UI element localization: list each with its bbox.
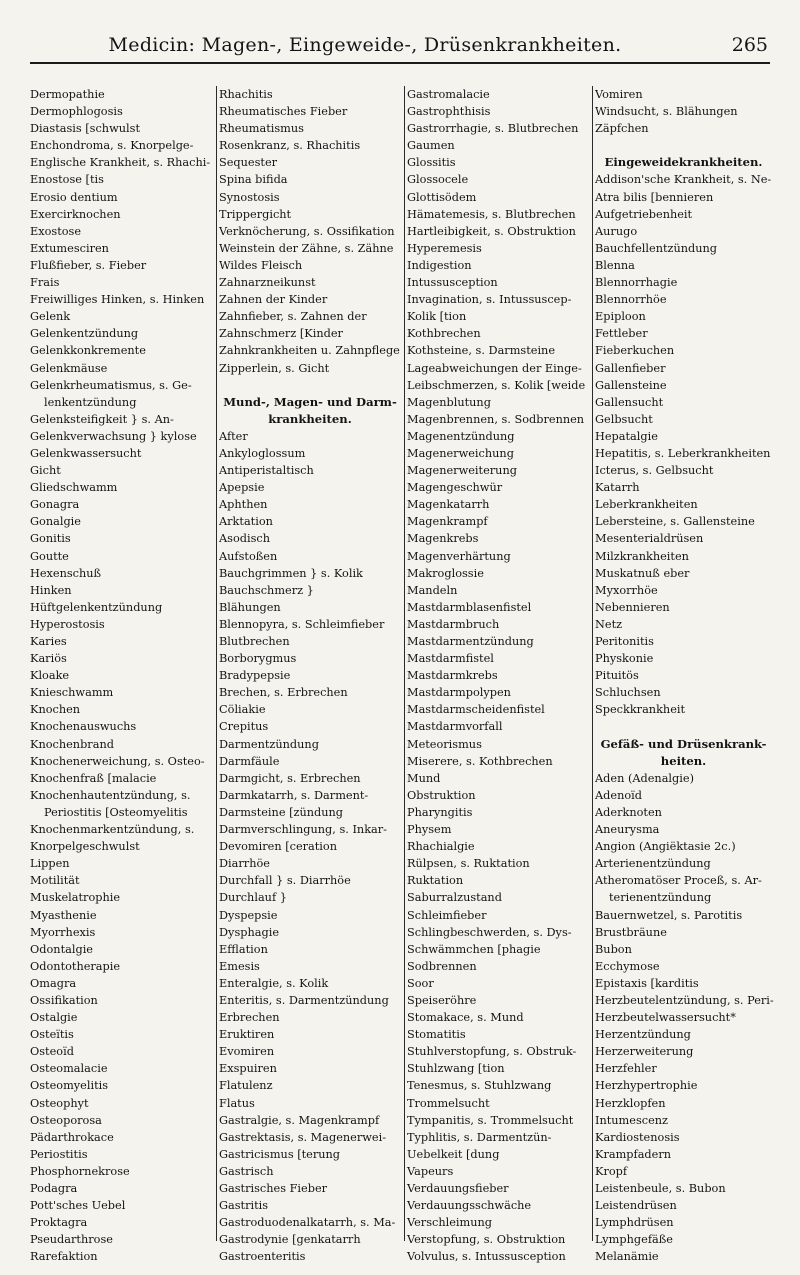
entry: Erbrechen	[219, 1011, 280, 1025]
entry: Osteomalacie	[30, 1062, 108, 1076]
entry: Gastricismus [terung	[219, 1147, 341, 1161]
entry: Magengeschwür	[407, 481, 503, 495]
column-divider	[216, 86, 217, 1241]
entry: Wildes Fleisch	[219, 258, 303, 272]
entry: Rhachitis	[219, 88, 273, 101]
entry: Knochenfraß [malacie	[30, 771, 157, 785]
entry: Spina bifida	[219, 173, 288, 187]
entry: Makroglossie	[407, 566, 484, 580]
entry: Indigestion	[407, 258, 472, 272]
entry: Antiperistaltisch	[219, 464, 314, 478]
entry: Gaumen	[407, 139, 455, 153]
entry: Aphthen	[219, 498, 268, 512]
page-number: 265	[731, 34, 768, 56]
entry: Myxorrhöe	[595, 583, 658, 597]
entry: Netz	[595, 617, 623, 631]
entry: Lymphgefäße	[595, 1233, 673, 1247]
entry: Emesis	[219, 959, 260, 973]
entry: Enteritis, s. Darmentzündung	[219, 993, 389, 1007]
entry: Gastrisch	[219, 1164, 274, 1178]
entry: Vomiren	[595, 88, 643, 101]
entry: Ecchymose	[595, 959, 660, 973]
entry: Verschleimung	[407, 1216, 493, 1230]
entry: Flatus	[219, 1096, 255, 1110]
entry: Angion (Angiëktasie 2c.)	[595, 840, 736, 854]
blank-line	[595, 137, 772, 154]
entry: Darmgicht, s. Erbrechen	[219, 771, 361, 785]
entry: Herzklopfen	[595, 1096, 666, 1110]
entry: Rheumatismus	[219, 122, 304, 136]
entry: Brechen, s. Erbrechen	[219, 686, 348, 700]
entry: Magenerweiterung	[407, 464, 517, 478]
entry: Podagra	[30, 1182, 78, 1195]
entry: Stomakace, s. Mund	[407, 1011, 524, 1025]
column-2	[219, 86, 401, 1264]
entry: Leistendrüsen	[595, 1199, 677, 1213]
entry: Osteoïd	[30, 1045, 74, 1059]
entry: Freiwilliges Hinken, s. Hinken	[30, 293, 205, 307]
entry: Tympanitis, s. Trommelsucht	[407, 1113, 574, 1127]
entry: Glossocele	[407, 173, 469, 187]
entry: Aneurysma	[595, 823, 660, 837]
entry: Erosio dentium	[30, 190, 118, 204]
entry: Eruktiren	[219, 1028, 275, 1042]
entry: Hepatalgie	[595, 429, 658, 443]
entry: Gelenkmäuse	[30, 361, 108, 375]
entry: Magenkrebs	[407, 532, 479, 546]
entry: Magenblutung	[407, 395, 491, 409]
entry: Herzbeutelentzündung, s. Peri-	[595, 993, 774, 1007]
entry: Exercirknochen	[30, 207, 121, 221]
entry: Durchfall } s. Diarrhöe	[219, 874, 351, 888]
entry: Fieberkuchen	[595, 344, 675, 358]
entry: Aderknoten	[595, 805, 662, 819]
entry: Pott'sches Uebel	[30, 1199, 126, 1213]
entry: Mesenterialdrüsen	[595, 532, 704, 546]
entry: Nebennieren	[595, 600, 670, 614]
entry-continuation: Periostitis [Osteomyelitis	[44, 805, 188, 819]
section-heading: Eingeweidekrankheiten.	[604, 155, 763, 170]
entry: Borborygmus	[219, 652, 297, 666]
entry: Sodbrennen	[407, 959, 477, 973]
entry: Milzkrankheiten	[595, 549, 689, 563]
entry: Katarrh	[595, 481, 640, 495]
entry: Pharyngitis	[407, 805, 473, 819]
entry: Intumescenz	[595, 1113, 668, 1127]
entry: Dyspepsie	[219, 908, 278, 922]
entry: Darmfäule	[219, 754, 280, 768]
entry: Trippergicht	[219, 207, 292, 221]
entry: Bradypepsie	[219, 669, 291, 683]
entry: Crepitus	[219, 720, 269, 734]
entry: Pituitös	[595, 669, 639, 683]
entry: Dermopathie	[30, 88, 105, 101]
entry: Kothbrechen	[407, 327, 481, 341]
entry: Bauchschmerz }	[219, 583, 314, 597]
entry: Gastrophthisis	[407, 105, 491, 119]
entry: Zahnen der Kinder	[219, 293, 328, 307]
entry: Gelenkrheumatismus, s. Ge-	[30, 378, 192, 392]
entry: Darmentzündung	[219, 737, 319, 751]
entry: Epiploon	[595, 310, 646, 324]
entry: Gallensucht	[595, 395, 664, 409]
entry: Myorrhexis	[30, 925, 96, 939]
entry: Zahnfieber, s. Zahnen der	[219, 310, 367, 324]
entry: Ossifikation	[30, 993, 98, 1007]
entry: Aden (Adenalgie)	[595, 771, 694, 785]
entry: Weinstein der Zähne, s. Zähne	[219, 241, 394, 255]
entry: Sequester	[219, 156, 278, 170]
entry: Diarrhöe	[219, 857, 270, 871]
entry: Arktation	[219, 515, 273, 529]
entry: Glottisödem	[407, 190, 477, 204]
entry-continuation: lenkentzündung	[44, 395, 137, 409]
entry: Aufgetriebenheit	[595, 207, 693, 221]
entry: Bubon	[595, 942, 632, 956]
entry: Dermophlogosis	[30, 105, 123, 119]
entry: Darmkatarrh, s. Darment-	[219, 788, 369, 802]
entry: Hinken	[30, 583, 72, 597]
entry: Exspuiren	[219, 1062, 277, 1076]
entry: Arterienentzündung	[595, 857, 711, 871]
entry: Gelenksteifigkeit } s. An-	[30, 412, 174, 426]
entry: Zahnkrankheiten u. Zahnpflege	[219, 344, 400, 358]
entry: Motilität	[30, 874, 80, 888]
entry: Mastdarmscheidenfistel	[407, 703, 545, 717]
entry: Gliedschwamm	[30, 481, 118, 495]
entry: Krampfadern	[595, 1147, 672, 1161]
entry: Fettleber	[595, 327, 648, 341]
entry: Mastdarmbruch	[407, 617, 500, 631]
entry: Leberkrankheiten	[595, 498, 698, 512]
entry: Gastrodynie [genkatarrh	[219, 1233, 361, 1247]
entry: Magenkatarrh	[407, 498, 490, 512]
entry: Herzhypertrophie	[595, 1079, 698, 1093]
entry: Rhachialgie	[407, 840, 475, 854]
entry: Leibschmerzen, s. Kolik [weide	[407, 378, 586, 392]
entry: Uebelkeit [dung	[407, 1147, 500, 1161]
entry: Magenbrennen, s. Sodbrennen	[407, 412, 585, 426]
entry: Hexenschuß	[30, 566, 102, 580]
entry: Addison'sche Krankheit, s. Ne-	[595, 173, 772, 187]
entry: Exostose	[30, 224, 82, 238]
entry: Ankyloglossum	[219, 446, 306, 460]
entry: Hämatemesis, s. Blutbrechen	[407, 207, 576, 221]
section-heading: heiten.	[660, 753, 707, 768]
entry: Osteophyt	[30, 1096, 89, 1110]
entry: Blennorrhöe	[595, 293, 667, 307]
entry: Physkonie	[595, 652, 654, 666]
entry: Atra bilis [bennieren	[595, 190, 714, 204]
entry: Schleimfieber	[407, 908, 487, 922]
entry: Bauchgrimmen } s. Kolik	[219, 566, 363, 580]
entry: Darmverschlingung, s. Inkar-	[219, 823, 387, 837]
entry: Muskatnuß eber	[595, 566, 690, 580]
page-title: Medicin: Magen-, Eingeweide-, Drüsenkrankheiten.	[108, 34, 622, 56]
entry: Phosphornekrose	[30, 1164, 130, 1178]
entry-columns	[30, 86, 774, 1264]
entry: Gicht	[30, 464, 61, 478]
entry: Adenoïd	[595, 788, 642, 802]
entry: Kolik [tion	[407, 310, 467, 324]
entry: Zäpfchen	[595, 122, 649, 136]
entry: Gonagra	[30, 498, 80, 512]
entry: Knieschwamm	[30, 686, 114, 700]
entry: Glossitis	[407, 156, 456, 170]
entry: Lymphdrüsen	[595, 1216, 674, 1230]
entry: Flußfieber, s. Fieber	[30, 258, 147, 272]
entry: Gelenk	[30, 310, 71, 324]
entry: Evomiren	[219, 1045, 275, 1059]
entry: Stomatitis	[407, 1028, 466, 1042]
entry: Osteoporosa	[30, 1113, 102, 1127]
entry: Herzbeutelwassersucht*	[595, 1011, 736, 1025]
entry: Melanämie	[595, 1250, 659, 1264]
entry: Karies	[30, 635, 67, 648]
section-heading: Gefäß- und Drüsenkrank-	[600, 736, 767, 751]
entry: Diastasis [schwulst	[30, 122, 140, 136]
entry: Blutbrechen	[219, 635, 290, 648]
entry: Gastroenteritis	[219, 1250, 306, 1264]
entry: Bauernwetzel, s. Parotitis	[595, 908, 743, 922]
entry: Mastdarmkrebs	[407, 669, 498, 683]
entry: Kardiostenosis	[595, 1130, 680, 1144]
entry: Proktagra	[30, 1216, 88, 1230]
entry: Magenentzündung	[407, 429, 515, 443]
entry: Efflation	[219, 942, 268, 956]
entry: Enteralgie, s. Kolik	[219, 976, 329, 990]
entry: Osteïtis	[30, 1028, 74, 1042]
entry: Kothsteine, s. Darmsteine	[407, 344, 556, 358]
entry: Blenna	[595, 258, 635, 272]
entry: Herzfehler	[595, 1062, 657, 1076]
entry: Apepsie	[219, 481, 265, 495]
entry: Stuhlverstopfung, s. Obstruk-	[407, 1045, 577, 1059]
entry: Gelenkkonkremente	[30, 344, 146, 358]
entry: Gastrorrhagie, s. Blutbrechen	[407, 122, 579, 136]
entry: Kloake	[30, 669, 70, 683]
entry: Blähungen	[219, 600, 281, 614]
entry: Schlingbeschwerden, s. Dys-	[407, 925, 572, 939]
entry: Lippen	[30, 857, 70, 871]
entry: Verknöcherung, s. Ossifikation	[219, 224, 395, 238]
entry: Typhlitis, s. Darmentzün-	[407, 1130, 552, 1144]
entry: Herzentzündung	[595, 1028, 691, 1042]
entry: Hüftgelenkentzündung	[30, 600, 163, 614]
entry: Enchondroma, s. Knorpelge-	[30, 139, 194, 153]
entry: Vapeurs	[407, 1164, 454, 1178]
entry: Hartleibigkeit, s. Obstruktion	[407, 224, 576, 238]
entry: Enostose [tis	[30, 173, 104, 187]
entry: Volvulus, s. Intussusception	[407, 1250, 566, 1264]
entry: Verdauungsschwäche	[407, 1199, 532, 1213]
entry: Darmsteine [zündung	[219, 805, 344, 819]
entry: Asodisch	[219, 532, 271, 546]
entry: Odontalgie	[30, 942, 93, 956]
entry: Lebersteine, s. Gallensteine	[595, 515, 755, 529]
entry: After	[219, 429, 248, 443]
column-divider	[404, 86, 405, 1241]
entry: Flatulenz	[219, 1079, 273, 1093]
entry: Hyperemesis	[407, 241, 482, 255]
entry: Gelenkverwachsung } kylose	[30, 429, 197, 443]
entry: Gelenkwassersucht	[30, 446, 142, 460]
entry: Extumesciren	[30, 241, 109, 255]
entry: Gelenkentzündung	[30, 327, 139, 341]
entry: Cöliakie	[219, 703, 266, 717]
entry: Pseudarthrose	[30, 1233, 113, 1247]
entry: Aufstoßen	[219, 549, 278, 563]
entry: Omagra	[30, 976, 77, 990]
column-1	[30, 86, 213, 1264]
entry: Magenkrampf	[407, 515, 488, 529]
entry: Knochenhautentzündung, s.	[30, 788, 191, 802]
entry: Goutte	[30, 549, 69, 563]
entry: Hyperostosis	[30, 617, 105, 631]
entry: Gastritis	[219, 1199, 269, 1213]
entry: Tenesmus, s. Stuhlzwang	[407, 1079, 552, 1093]
entry: Myasthenie	[30, 908, 97, 922]
entry: Mandeln	[407, 583, 458, 597]
entry: Stuhlzwang [tion	[407, 1062, 505, 1076]
entry: Durchlauf }	[219, 891, 287, 905]
entry: Trommelsucht	[407, 1096, 490, 1110]
entry: Knochenerweichung, s. Osteo-	[30, 754, 205, 768]
section-heading: krankheiten.	[268, 411, 352, 426]
entry: Brustbräune	[595, 925, 667, 939]
entry: Miserere, s. Kothbrechen	[407, 754, 553, 768]
entry: Gonitis	[30, 532, 71, 546]
entry: Soor	[407, 976, 434, 990]
entry: Knochenauswuchs	[30, 720, 137, 734]
entry: Schwämmchen [phagie	[407, 942, 541, 956]
entry: Ostalgie	[30, 1011, 78, 1025]
section-heading: Mund-, Magen- und Darm-	[223, 394, 397, 409]
entry: Bauchfellentzündung	[595, 241, 718, 255]
entry: Rheumatisches Fieber	[219, 105, 348, 119]
entry: Mastdarmblasenfistel	[407, 600, 532, 614]
entry: Verstopfung, s. Obstruktion	[407, 1233, 566, 1247]
entry: Mastdarmpolypen	[407, 686, 511, 700]
entry: Knochenbrand	[30, 737, 114, 751]
entry: Gastrektasis, s. Magenerwei-	[219, 1130, 387, 1144]
entry: Devomiren [ceration	[219, 840, 337, 854]
entry: Mastdarmvorfall	[407, 720, 503, 734]
entry: Intussusception	[407, 276, 498, 290]
entry: Invagination, s. Intussuscep-	[407, 293, 572, 307]
entry: Mastdarmentzündung	[407, 635, 534, 648]
entry: Physem	[407, 823, 452, 837]
entry: Muskelatrophie	[30, 891, 121, 905]
entry: Frais	[30, 276, 60, 290]
column-3	[407, 86, 589, 1264]
entry: Rarefaktion	[30, 1250, 98, 1264]
entry: Gallenfieber	[595, 361, 666, 375]
entry: Speckkrankheit	[595, 703, 686, 717]
entry: Epistaxis [karditis	[595, 976, 699, 990]
entry: Odontotherapie	[30, 959, 121, 973]
entry: Gastroduodenalkatarrh, s. Ma-	[219, 1216, 396, 1230]
entry: Mastdarmfistel	[407, 652, 494, 666]
entry: Zahnschmerz [Kinder	[219, 327, 343, 341]
entry: Zipperlein, s. Gicht	[219, 361, 330, 375]
entry: Gelbsucht	[595, 412, 653, 426]
entry: Gonalgie	[30, 515, 81, 529]
entry: Gastrisches Fieber	[219, 1182, 328, 1195]
entry: Windsucht, s. Blähungen	[595, 105, 738, 119]
entry: Gastromalacie	[407, 88, 490, 101]
entry-continuation: terienentzündung	[609, 891, 712, 905]
entry: Osteomyelitis	[30, 1079, 109, 1093]
entry: Herzerweiterung	[595, 1045, 694, 1059]
entry: Gastralgie, s. Magenkrampf	[219, 1113, 380, 1127]
entry: Englische Krankheit, s. Rhachi-	[30, 156, 211, 170]
entry: Knochen	[30, 703, 81, 717]
entry: Peritonitis	[595, 635, 654, 648]
entry: Knorpelgeschwulst	[30, 840, 140, 854]
blank-line	[219, 377, 401, 394]
entry: Periostitis	[30, 1147, 88, 1161]
entry: Kropf	[595, 1164, 628, 1178]
entry: Saburralzustand	[407, 891, 502, 905]
entry: Blennorrhagie	[595, 276, 678, 290]
entry: Rosenkranz, s. Rhachitis	[219, 139, 361, 153]
entry: Magenerweichung	[407, 446, 514, 460]
blank-line	[595, 718, 772, 735]
column-4	[595, 86, 774, 1264]
entry: Blennopyra, s. Schleimfieber	[219, 617, 385, 631]
entry: Knochenmarkentzündung, s.	[30, 823, 195, 837]
entry: Gallensteine	[595, 378, 667, 392]
entry: Hepatitis, s. Leberkrankheiten	[595, 446, 771, 460]
entry: Meteorismus	[407, 737, 482, 751]
entry: Obstruktion	[407, 788, 476, 802]
entry: Verdauungsfieber	[407, 1182, 509, 1195]
column-divider	[592, 86, 593, 1241]
entry: Speiseröhre	[407, 993, 477, 1007]
entry: Pädarthrokace	[30, 1130, 114, 1144]
entry: Rülpsen, s. Ruktation	[407, 857, 530, 871]
entry: Dysphagie	[219, 925, 280, 939]
entry: Magenverhärtung	[407, 549, 511, 563]
entry: Kariös	[30, 652, 67, 666]
page-header	[30, 30, 770, 64]
entry: Zahnarzneikunst	[219, 276, 316, 290]
entry: Ruktation	[407, 874, 464, 888]
entry: Synostosis	[219, 190, 280, 204]
entry: Leistenbeule, s. Bubon	[595, 1182, 726, 1195]
entry: Atheromatöser Proceß, s. Ar-	[595, 874, 762, 888]
entry: Mund	[407, 771, 441, 785]
entry: Icterus, s. Gelbsucht	[595, 464, 714, 478]
entry: Aurugo	[595, 224, 638, 238]
entry: Schluchsen	[595, 686, 661, 700]
entry: Lageabweichungen der Einge-	[407, 361, 582, 375]
